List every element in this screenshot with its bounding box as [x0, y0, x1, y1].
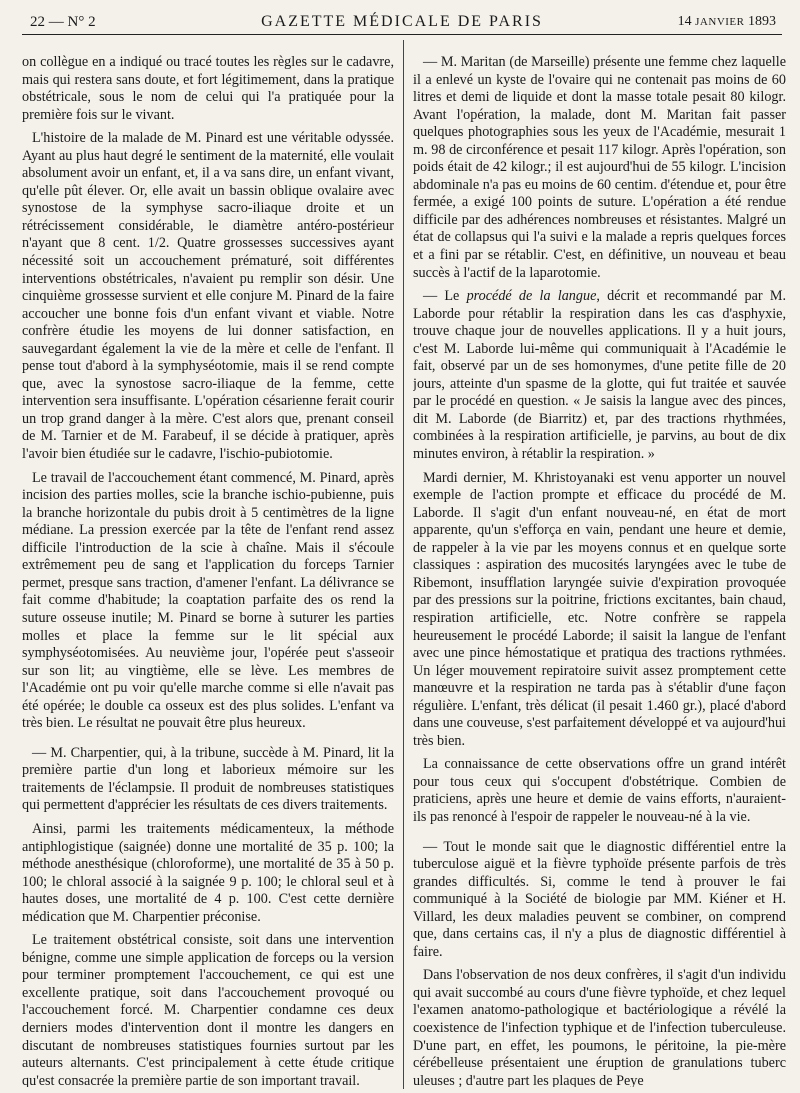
column-divider — [403, 40, 404, 1089]
journal-title: GAZETTE MÉDICALE DE PARIS — [261, 13, 543, 30]
date-day: 14 — [677, 14, 692, 29]
paragraph: Le traitement obstétrical consiste, soit dans une intervention bénigne, comme une simple application de forceps ou la version pour terminer promptement l'accouchement, ce qui est une excellente pratique, soit dans l'accouchement provoqué ou l'accouchement forcé. M. Charpentier condamne ces deux derniers modes d'intervention dont il montre les dangers en discutant de nombreuses statistiques fournies surtout par les auteurs alternants. C'est principalement à cette étude critique qu'est consacrée la première partie de son important travail. — [22, 932, 394, 1087]
paragraph: — M. Charpentier, qui, à la tribune, succède à M. Pinard, lit la première partie d'un long et laborieux mémoire sur les traitements de l'éclampsie. Il produit de nombreuses statistiques qui permettent d'apprécier les résultats de ces divers traitements. — [22, 744, 394, 814]
paragraph: on collègue en a indiqué ou tracé toutes les règles sur le cadavre, mais qui restera sans doute, et fort légitimement, dans la pratique obstétricale, sous le nom de celui qui l'a pratiquée pour la première fois sur le vivant. — [22, 54, 394, 123]
paragraph: La connaissance de cette observations offre un grand intérêt pour tous ceux qui s'occupent d'obstétrique. Combien de praticiens, après une heure et demie de vains efforts, n'auraient-ils pas renoncé à l'espoir de rappeler le nouveau-né à la vie. — [413, 756, 786, 825]
page-header — [22, 8, 782, 35]
paragraph: — M. Maritan (de Marseille) présente une femme chez laquelle il a enlevé un kyste de l'ovaire qui ne contenait pas moins de 60 litres et demi de liquide et dont la masse totale pesait 80 kilogr. Avant l'opération, la malade, dont M. Maritan fait passer quelques photographies sous les yeux de l'Académie, mesurait 1 m. 98 de circonférence et pesait 117 kilogr. Après l'opération, son poids était de 42 kilogr.; il est aujourd'hui de 55 kilogr. L'incision abdominale n'a pas eu moins de 60 centim. d'étendue et, pour être fermée, a exigé 100 points de suture. L'opération a été rendue difficile par des adhérences nombreuses et résistantes. Malgré un état de collapsus qui l'a suivi e la malade a repris quelques forces et a fini par se rétablir. C'est, en définitive, un nouveau et beau succès à l'actif de la laparotomie. — [413, 54, 786, 281]
date-year: 1893 — [748, 14, 776, 29]
paragraph: Dans l'observation de nos deux confrères, il s'agit d'un individu qui avait succombé au cours d'une fièvre typhoïde, et chez lequel l'examen anatomo-pathologique et bactériologique a révélé la coexistence de l'infection typhique et de l'infection tuberculeuse. D'une part, en effet, les poumons, le péritoine, la pie-mère cérébelleuse présentaient une éruption de granulations tuberc uleuses ; d'autre part les plaques de Peye — [413, 967, 786, 1087]
paragraph-lead: — Le — [423, 288, 460, 305]
paragraph: — Tout le monde sait que le diagnostic différentiel entre la tuberculose aiguë et la fièvre typhoïde présente parfois de très grandes difficultés. Si, comme le tend à prouver le fai communiqué à la Société de biologie par MM. Kiéner et H. Villard, les deux maladies peuvent se combiner, on comprend que, dans certains cas, il n'y a plus de diagnostic différentiel à faire. — [413, 838, 786, 960]
italic-term: procédé de la langue — [466, 288, 597, 305]
paragraph — [413, 288, 786, 463]
right-column — [413, 54, 786, 1087]
paragraph: L'histoire de la malade de M. Pinard est une véritable odyssée. Ayant au plus haut degré le sentiment de la maternité, elle voulait absolument avoir un enfant, et, il a va sans dire, un enfant vivant, qu'elle pût élever. Or, elle avait un bassin oblique ovalaire avec synostose de la symphyse sacro-iliaque droite et un rétrécissement considérable, le diamètre antéro-postérieur n'ayant que 8 cent. 1/2. Quatre grossesses successives ayant nécessité soit un accouchement prématuré, soit différentes interventions obstétricales, n'avaient pu remplir son désir. Une cinquième grossesse survient et elle conjure M. Pinard de la faire accoucher une bonne fois d'un enfant vivant et viable. Notre confrère étudie les moyens de lui donner satisfaction, en sauvegardant également la vie de la mère et celle de l'enfant. Il pense tout d'abord à la symphyséotomie, mais il se rend compte que, avec la synostose sacro-iliaque de la femme, cette intervention sera insuffisante. L'opération césarienne ferait courir un trop grand danger à la mère. C'est alors que, prenant conseil de M. Tarnier et de M. Farabeuf, il se décide à pratiquer, après l'avoir bien étudiée sur le cadavre, l'ischio-pubiotomie. — [22, 130, 394, 463]
issue-date — [678, 14, 776, 30]
paragraph: Mardi dernier, M. Khristoyanaki est venu apporter un nouvel exemple de l'action prompte et efficace du procédé de M. Laborde. Il s'agit d'un enfant nouveau-né, en état de mort apparente, qu'un s'efforça en vain, pendant une heure et demie, de rappeler à la vie par les moyens connus et en quelque sorte classiques : aspiration des mucosités laryngées avec le tube de Ribemont, insufflation laryngée suivie d'expiration provoquée par des pressions sur la poitrine, frictions excitantes, bain chaud, respiration artificielle, etc. Notre confrère se rappela heureusement le procédé Laborde; il saisit la langue de l'enfant avec une pince hémostatique et pratiqua des tractions rythmées. Un léger mouvement repiratoire suivit assez promptement cette manœuvre et la respiration ne tarda pas à s'établir d'une façon régulière. L'enfant, très délicat (il pesait 1.460 gr.), placé d'abord dans une couveuse, s'est parfaitement développé et va aujourd'hui très bien. — [413, 469, 786, 749]
paragraph: Ainsi, parmi les traitements médicamenteux, la méthode antiphlogistique (saignée) donne une mortalité de 35 p. 100; la méthode anesthésique (chloroforme), une mortalité de 35 à 50 p. 100; le chloral associé à la saignée 9 p. 100; le chloral seul et à hautes doses, une mortalité de 4 p. 100. C'est cette dernière médication que M. Charpentier préconise. — [22, 820, 394, 925]
date-month: JANVIER — [695, 16, 745, 28]
page-number: 22 — N° 2 — [30, 14, 96, 30]
left-column — [22, 54, 394, 1087]
paragraph: Le travail de l'accouchement étant commencé, M. Pinard, après incision des parties molles, scie la branche ischio-pubienne, puis la branche horizontale du pubis droit à 5 centimètres de la ligne médiane. La pression exercée par la tête de l'enfant rend assez difficile l'introduction de la scie à chaîne. Mais il s'écoule extrêmement peu de sang et l'application du forceps Tarnier permet, presque sans traction, d'amener l'enfant. La délivrance se fait comme d'habitude; la coaptation parfaite des os rend la suture osseuse inutile; M. Pinard se borne à suturer les parties molles et place la femme sur le lit spécial aux symphyséotomisées. Au neuvième jour, l'opérée peut s'asseoir sur son lit; au vingtième, elle se lève. Les membres de l'Académie ont pu voir qu'elle marche comme si elle n'avait pas été opérée; le double ca osseux est des plus solides. L'enfant va très bien. Le résultat ne pouvait être plus heureux. — [22, 469, 394, 732]
paragraph-rest: , décrit et recommandé par M. Laborde pour rétablir la respiration dans les cas d'asphyxie, trouve chaque jour de nouvelles applications. Il y a huit jours, c'est M. Laborde lui-même qui communiquait à l'Académie le fait, observé par un de ses homonymes, d'une petite fille de 20 jours, atteinte d'un spasme de la glotte, qui fut traitée et sauvée par le procédé en question. « Je saisis la langue avec des pinces, dit M. Laborde (de Biarritz) et, par des tractions rhythmées, combinées à la respiration artificielle, je parvins, au bout de dix minutes environ, à rétablir la respiration. » — [413, 288, 786, 463]
